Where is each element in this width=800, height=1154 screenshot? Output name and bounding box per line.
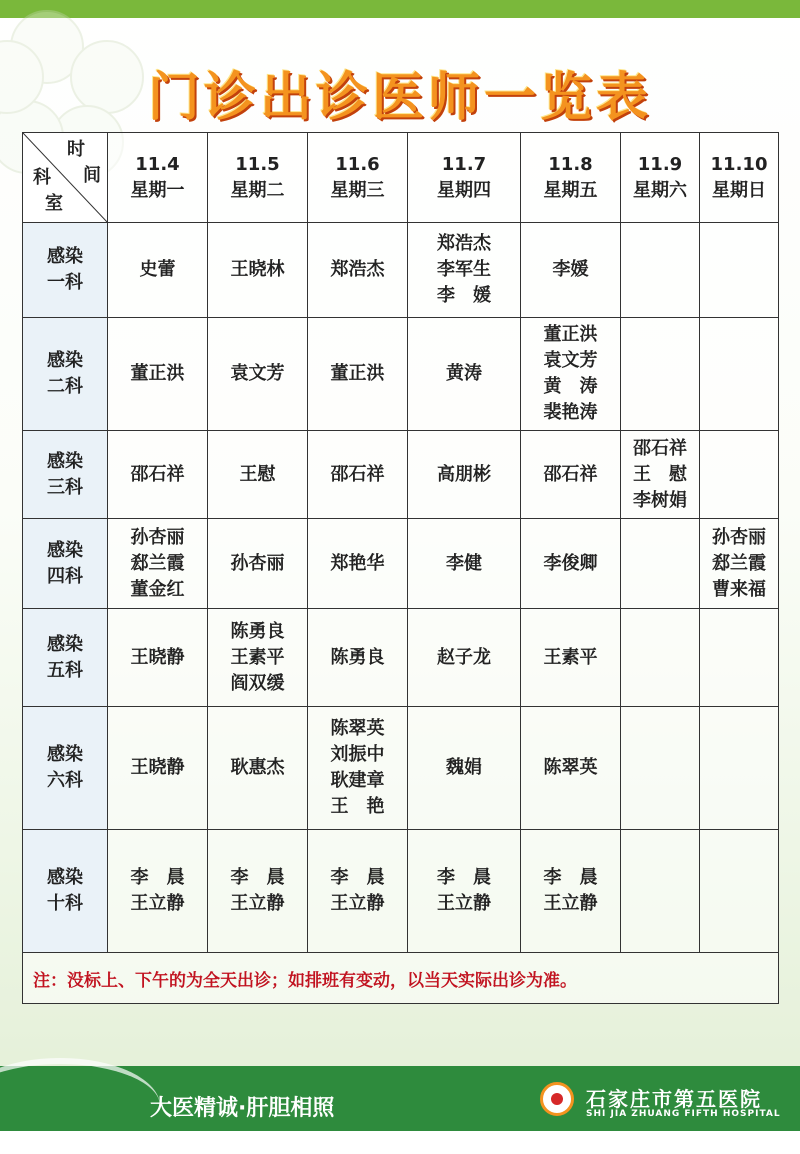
corner-dept-2: 室 xyxy=(45,193,63,214)
doctor-name: 袁文芳 xyxy=(230,363,285,384)
dept-label: 感染 xyxy=(47,633,83,655)
doctor-name: 郑浩杰 xyxy=(437,233,491,254)
doctor-cell xyxy=(521,318,621,431)
doctor-name: 李军生 xyxy=(437,259,491,280)
dept-cell xyxy=(23,830,108,953)
table-row xyxy=(23,223,779,318)
doctor-cell xyxy=(108,223,208,318)
doctor-cell xyxy=(700,519,779,609)
corner-time-1: 时 xyxy=(67,139,85,160)
dept-label: 一科 xyxy=(47,272,83,293)
doctor-name: 孙杏丽 xyxy=(230,552,285,574)
doctor-cell xyxy=(308,707,408,830)
doctor-cell xyxy=(208,519,308,609)
dept-label: 感染 xyxy=(47,744,83,765)
dept-label: 二科 xyxy=(47,376,83,397)
doctor-name: 魏娟 xyxy=(446,757,482,778)
doctor-name: 高朋彬 xyxy=(437,463,491,485)
note-text: 注：没标上、下午的为全天出诊；如排班有变动，以当天实际出诊为准。 xyxy=(23,953,779,1004)
doctor-cell xyxy=(308,318,408,431)
table-row xyxy=(23,707,779,830)
doctor-name: 董正洪 xyxy=(330,363,385,384)
doctor-name: 李 媛 xyxy=(437,285,491,306)
day-header: 11.10 星期日 xyxy=(700,133,779,223)
doctor-cell xyxy=(700,318,779,431)
schedule-table xyxy=(22,132,779,1004)
doctor-name: 王素平 xyxy=(230,646,285,668)
doctor-name: 李 晨 xyxy=(230,867,285,888)
doctor-name: 郄兰霞 xyxy=(712,552,766,574)
day-header: 11.8 星期五 xyxy=(521,133,621,223)
doctor-name: 邵石祥 xyxy=(543,463,598,485)
doctor-cell xyxy=(408,519,521,609)
doctor-name: 李 晨 xyxy=(130,867,185,888)
doctor-cell xyxy=(108,318,208,431)
doctor-cell xyxy=(521,707,621,830)
doctor-cell xyxy=(408,223,521,318)
doctor-name: 史蕾 xyxy=(139,259,176,280)
day-header: 11.7 星期四 xyxy=(408,133,521,223)
doctor-name: 李健 xyxy=(446,552,482,574)
doctor-cell xyxy=(621,830,700,953)
day-header: 11.6 星期三 xyxy=(308,133,408,223)
doctor-cell xyxy=(700,431,779,519)
doctor-name: 王晓静 xyxy=(130,646,185,668)
dept-cell xyxy=(23,609,108,707)
doctor-name: 耿建章 xyxy=(330,770,385,791)
day-header: 11.5 星期二 xyxy=(208,133,308,223)
doctor-cell xyxy=(408,707,521,830)
doctor-name: 郑艳华 xyxy=(330,552,385,574)
dept-label: 感染 xyxy=(47,246,83,267)
dept-label: 三科 xyxy=(47,476,83,498)
doctor-cell xyxy=(208,830,308,953)
corner-header xyxy=(23,133,108,223)
dept-cell xyxy=(23,519,108,609)
doctor-name: 邵石祥 xyxy=(633,437,687,459)
doctor-name: 王 慰 xyxy=(633,463,687,485)
day-header: 11.9 星期六 xyxy=(621,133,700,223)
table-row xyxy=(23,609,779,707)
doctor-cell xyxy=(621,223,700,318)
doctor-cell xyxy=(208,431,308,519)
doctor-cell xyxy=(308,830,408,953)
doctor-name: 陈翠英 xyxy=(543,757,598,778)
doctor-name: 王晓静 xyxy=(130,757,185,778)
doctor-name: 陈勇良 xyxy=(230,620,285,642)
dept-label: 感染 xyxy=(47,350,83,371)
dept-label: 六科 xyxy=(47,770,83,791)
dept-label: 感染 xyxy=(47,539,83,561)
doctor-cell xyxy=(308,609,408,707)
doctor-cell xyxy=(308,519,408,609)
doctor-cell xyxy=(521,519,621,609)
doctor-cell xyxy=(621,431,700,519)
doctor-name: 王立静 xyxy=(230,893,285,914)
doctor-cell xyxy=(208,318,308,431)
doctor-name: 董金红 xyxy=(130,578,185,600)
footer-slogan: 大医精诚·肝胆相照 xyxy=(150,1096,335,1121)
doctor-name: 王立静 xyxy=(130,893,185,914)
doctor-cell xyxy=(408,318,521,431)
doctor-name: 王立静 xyxy=(437,893,491,914)
dept-label: 感染 xyxy=(47,867,83,888)
hospital-name-en: SHI JIA ZHUANG FIFTH HOSPITAL xyxy=(586,1109,781,1119)
doctor-cell xyxy=(108,830,208,953)
doctor-name: 孙杏丽 xyxy=(130,526,185,548)
doctor-name: 王慰 xyxy=(239,463,276,485)
dept-label: 十科 xyxy=(47,893,83,914)
doctor-cell xyxy=(621,519,700,609)
doctor-cell xyxy=(208,707,308,830)
doctor-name: 李 晨 xyxy=(437,867,491,888)
note-row xyxy=(23,953,779,1004)
doctor-name: 王立静 xyxy=(330,893,385,914)
doctor-cell xyxy=(208,609,308,707)
doctor-cell xyxy=(408,830,521,953)
dept-label: 五科 xyxy=(47,659,83,681)
table-row xyxy=(23,519,779,609)
doctor-name: 赵子龙 xyxy=(437,646,491,668)
doctor-name: 王晓林 xyxy=(230,259,285,280)
doctor-cell xyxy=(521,830,621,953)
doctor-cell xyxy=(700,223,779,318)
doctor-cell xyxy=(408,609,521,707)
doctor-name: 董正洪 xyxy=(130,363,185,384)
doctor-cell xyxy=(108,609,208,707)
doctor-name: 孙杏丽 xyxy=(712,526,766,548)
doctor-cell xyxy=(700,609,779,707)
dept-label: 四科 xyxy=(47,565,83,587)
table-row xyxy=(23,318,779,431)
doctor-name: 李媛 xyxy=(552,259,589,280)
doctor-name: 李树娟 xyxy=(633,489,687,511)
doctor-name: 王立静 xyxy=(543,893,598,914)
doctor-cell xyxy=(700,830,779,953)
hospital-name: 石家庄市第五医院 xyxy=(586,1087,762,1111)
doctor-cell xyxy=(521,609,621,707)
doctor-name: 李俊卿 xyxy=(543,552,598,574)
doctor-cell xyxy=(700,707,779,830)
doctor-cell xyxy=(521,223,621,318)
doctor-cell xyxy=(308,223,408,318)
hospital-logo-icon xyxy=(540,1082,574,1116)
schedule-body xyxy=(23,223,779,953)
dept-label: 感染 xyxy=(47,450,83,472)
header-row xyxy=(23,133,779,223)
doctor-name: 阎双缓 xyxy=(230,672,285,694)
doctor-cell xyxy=(621,609,700,707)
doctor-name: 黄涛 xyxy=(446,363,482,384)
table-row xyxy=(23,431,779,519)
doctor-name: 李 晨 xyxy=(330,867,385,888)
doctor-cell xyxy=(108,707,208,830)
doctor-cell xyxy=(521,431,621,519)
doctor-name: 郑浩杰 xyxy=(330,259,385,280)
doctor-name: 陈勇良 xyxy=(330,646,385,668)
doctor-name: 邵石祥 xyxy=(330,463,385,485)
corner-dept-1: 科 xyxy=(33,167,51,188)
dept-cell xyxy=(23,318,108,431)
doctor-cell xyxy=(108,431,208,519)
doctor-name: 袁文芳 xyxy=(543,350,598,371)
dept-cell xyxy=(23,707,108,830)
doctor-name: 刘振中 xyxy=(330,744,385,765)
day-header: 11.4 星期一 xyxy=(108,133,208,223)
dept-cell xyxy=(23,431,108,519)
doctor-name: 曹来福 xyxy=(712,578,766,600)
dept-cell xyxy=(23,223,108,318)
table-row xyxy=(23,830,779,953)
doctor-name: 耿惠杰 xyxy=(230,757,285,778)
doctor-cell xyxy=(108,519,208,609)
doctor-cell xyxy=(408,431,521,519)
doctor-name: 王 艳 xyxy=(330,796,385,817)
doctor-cell xyxy=(308,431,408,519)
doctor-name: 邵石祥 xyxy=(130,463,185,485)
doctor-name: 黄 涛 xyxy=(543,376,598,397)
doctor-name: 王素平 xyxy=(543,646,598,668)
doctor-name: 郄兰霞 xyxy=(130,552,185,574)
doctor-name: 董正洪 xyxy=(543,324,598,345)
doctor-name: 李 晨 xyxy=(543,867,598,888)
doctor-name: 裴艳涛 xyxy=(543,402,598,423)
doctor-name: 陈翠英 xyxy=(330,718,385,739)
doctor-cell xyxy=(208,223,308,318)
doctor-cell xyxy=(621,707,700,830)
page-title: 门诊出诊医师一览表 xyxy=(147,68,652,128)
doctor-cell xyxy=(621,318,700,431)
corner-time-2: 间 xyxy=(83,165,101,186)
